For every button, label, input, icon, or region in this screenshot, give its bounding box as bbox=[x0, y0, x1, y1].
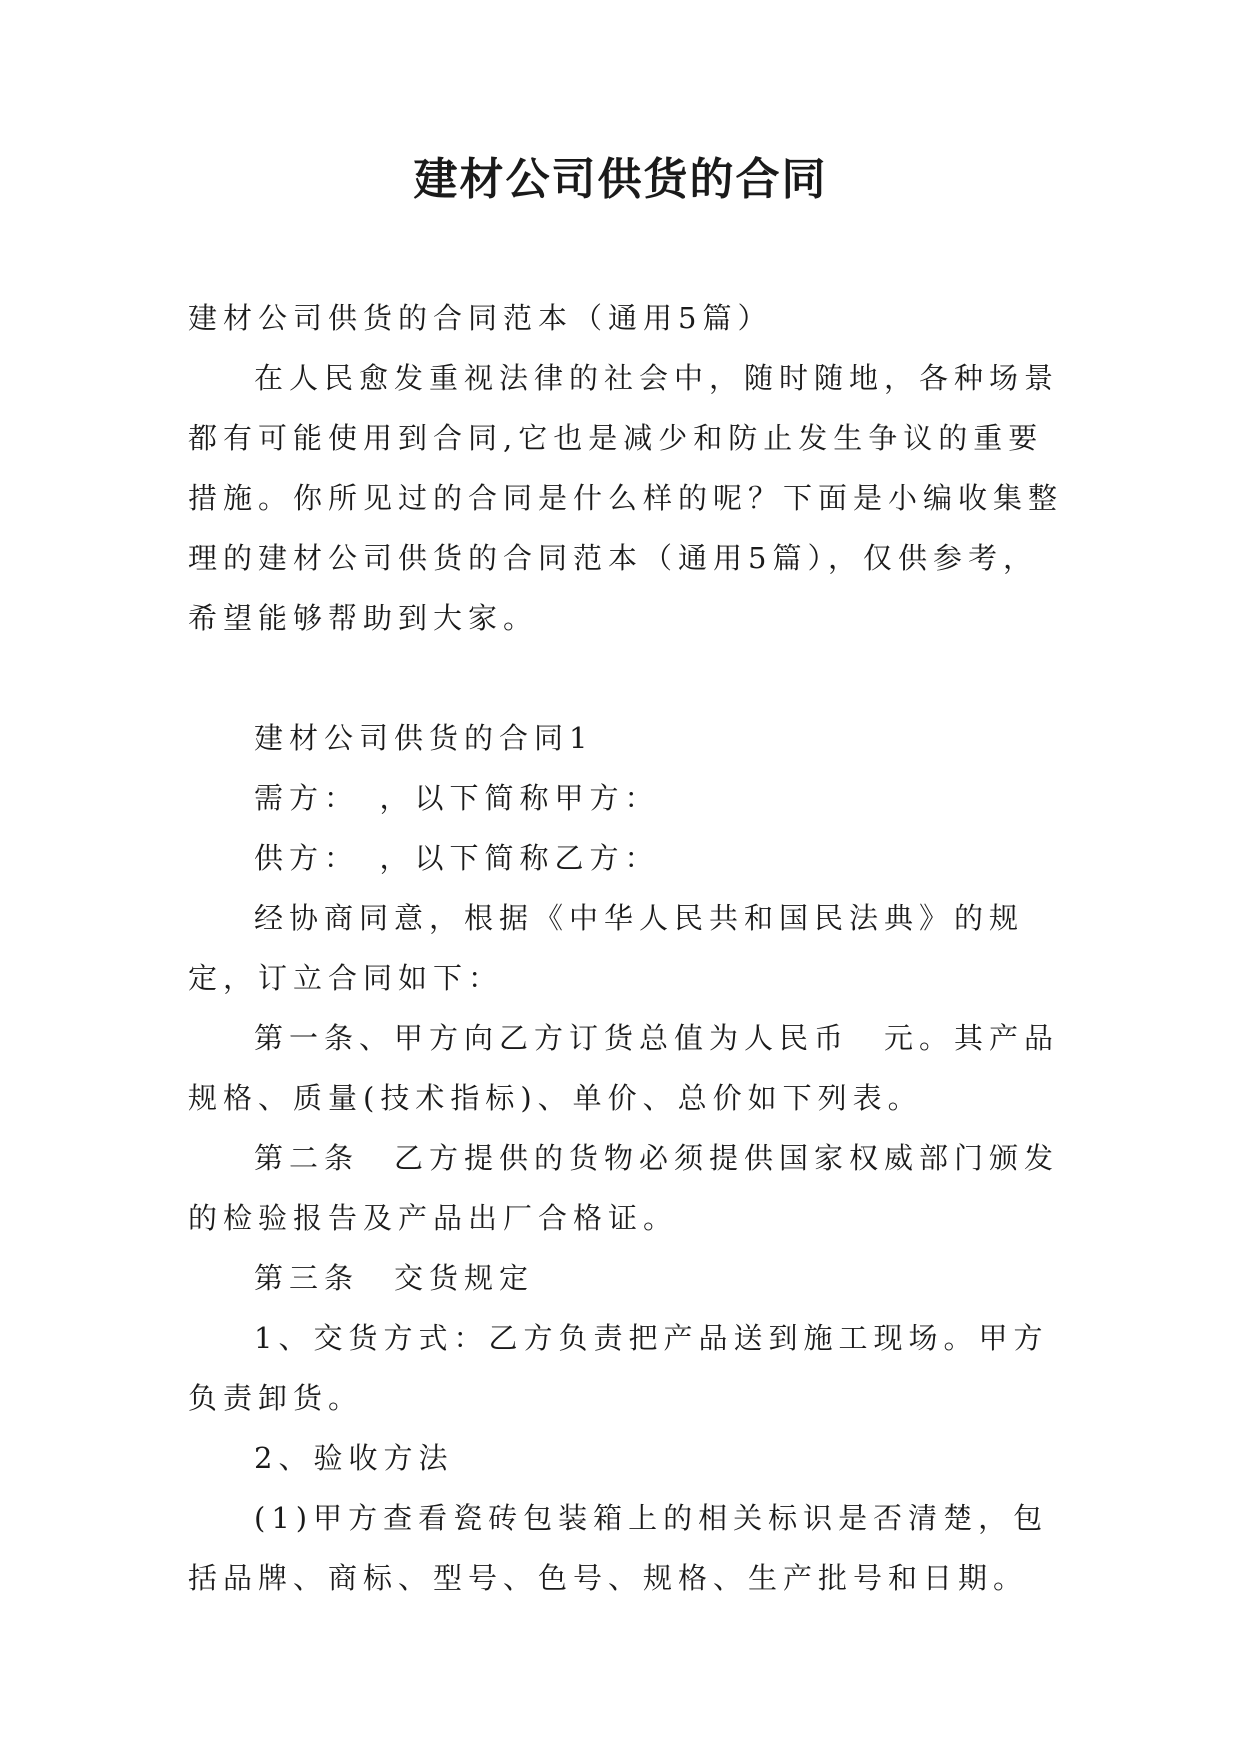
document-subtitle: 建材公司供货的合同范本（通用5篇） bbox=[188, 301, 773, 335]
article-3-item-2: 2、验收方法 bbox=[254, 1441, 454, 1475]
article-3: 第三条 交货规定 bbox=[254, 1261, 535, 1295]
document-body bbox=[188, 288, 1068, 1608]
article-2: 第二条 乙方提供的货物必须提供国家权威部门颁发的检验报告及产品出厂合格证。 bbox=[188, 1141, 1060, 1235]
buyer-line: 需方： ，以下简称甲方： bbox=[254, 781, 660, 815]
article-3-item-2-1: (1)甲方查看瓷砖包装箱上的相关标识是否清楚，包括品牌、商标、型号、色号、规格、生产批号和日期。 bbox=[188, 1501, 1049, 1595]
section-heading: 建材公司供货的合同1 bbox=[254, 721, 594, 755]
document-title: 建材公司供货的合同 bbox=[413, 154, 828, 205]
article-1: 第一条、甲方向乙方订货总值为人民币 元。其产品规格、质量(技术指标)、单价、总价如下列表。 bbox=[188, 1021, 1060, 1115]
agreement-paragraph: 经协商同意，根据《中华人民共和国民法典》的规定，订立合同如下： bbox=[188, 901, 1025, 995]
seller-line: 供方： ，以下简称乙方： bbox=[254, 841, 660, 875]
paragraph-spacer bbox=[188, 648, 1068, 708]
article-3-item-1: 1、交货方式：乙方负责把产品送到施工现场。甲方负责卸货。 bbox=[188, 1321, 1049, 1415]
intro-paragraph: 在人民愈发重视法律的社会中，随时随地，各种场景都有可能使用到合同,它也是减少和防止发生争议的重要措施。你所见过的合同是什么样的呢？下面是小编收集整理的建材公司供货的合同范本（通用5篇），仅供参考，希望能够帮助到大家。 bbox=[188, 361, 1064, 635]
